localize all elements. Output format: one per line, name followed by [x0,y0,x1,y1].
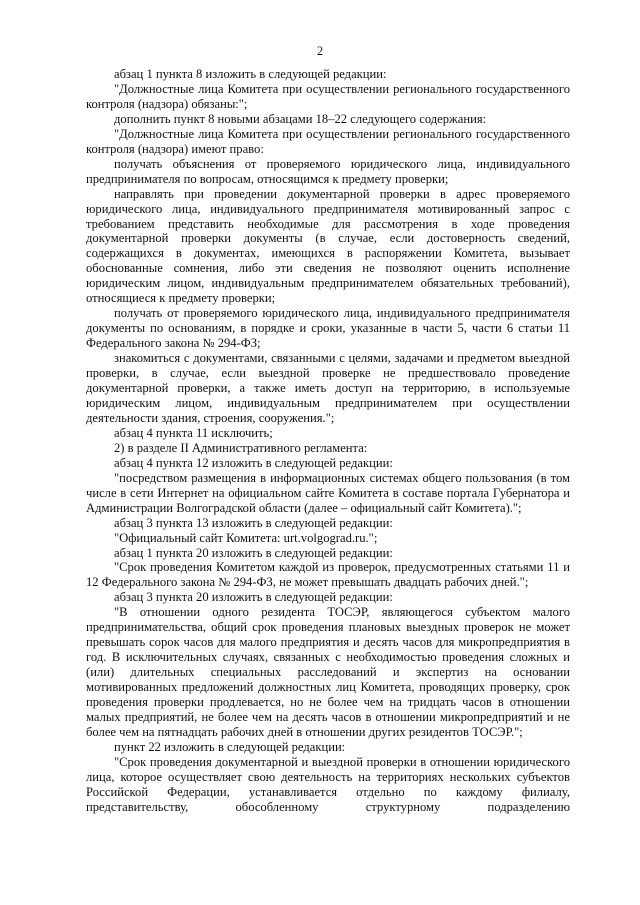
paragraph-14: "Официальный сайт Комитета: urt.volgograd.ru."; [114,530,378,545]
paragraph-11: абзац 4 пункта 12 изложить в следующей редакции: [114,455,393,470]
paragraph-13: абзац 3 пункта 13 изложить в следующей редакции: [114,515,393,530]
paragraph-12: "посредством размещения в информационных системах общего пользования (в том числе в сети Интернет на официальном сайте Комитета в составе портала Губернатора и Администрации Волгоградской области (далее – официальный сайт Комитета)."; [86,470,570,515]
paragraph-19: пункт 22 изложить в следующей редакции: [114,739,346,754]
paragraph-4: "Должностные лица Комитета при осуществлении регионального государственного контроля (надзора) имеют право: [86,126,570,156]
paragraph-17: абзац 3 пункта 20 изложить в следующей редакции: [114,590,393,605]
paragraph-5: получать объяснения от проверяемого юридического лица, индивидуального предпринимателя по вопросам, относящимся к предмету проверки; [86,156,570,186]
paragraph-10: 2) в разделе II Административного регламента: [114,440,368,455]
page-number: 2 [316,44,324,58]
paragraph-20: "Срок проведения документарной и выездной проверки в отношении юридического лица, которое осуществляет свою деятельность на территориях нескольких субъектов Российской Федерации, устанавливается отдельно по каждому филиалу, представительству, обособленному структурному подразделению [86,754,570,814]
paragraph-9: абзац 4 пункта 11 исключить; [114,425,273,440]
paragraph-6: направлять при проведении документарной проверки в адрес проверяемого юридического лица, индивидуального предпринимателя мотивированный запрос с требованием представить необходимые для рассмотрения в ходе проведения документарной проверки документы (в случае, если достоверность сведений, содержащихся в документах, имеющихся в распоряжении Комитета, вызывает обоснованные сомнения, либо эти сведения не позволяют оценить исполнение юридическим лицом, индивидуальным предпринимателем обязательных требований), относящиеся к предмету проверки; [86,186,570,306]
paragraph-16: "Срок проведения Комитетом каждой из проверок, предусмотренных статьями 11 и 12 Федерального закона № 294-ФЗ, не может превышать двадцать рабочих дней."; [86,560,570,590]
paragraph-7: получать от проверяемого юридического лица, индивидуального предпринимателя документы по основаниям, в порядке и сроки, указанные в части 5, части 6 статьи 11 Федерального закона № 294-ФЗ; [86,306,570,351]
paragraph-1: абзац 1 пункта 8 изложить в следующей редакции: [114,67,387,81]
document-body [86,67,570,815]
paragraph-18: "В отношении одного резидента ТОСЭР, являющегося субъектом малого предпринимательства, общий срок проведения плановых выездных проверок не может превышать сорок часов для малого предприятия и десять часов для микропредприятия в год. В исключительных случаях, связанных с необходимостью проведения сложных и (или) длительных специальных расследований и экспертиз на основании мотивированных предложений должностных лиц Комитета, проводящих проверку, срок проведения проверки продлевается, но не более чем на тридцать часов в отношении малых предприятий, не более чем на десять часов в отношении микропредприятий и не более чем на пятнадцать рабочих дней в отношении других резидентов ТОСЭР."; [86,605,570,739]
paragraph-15: абзац 1 пункта 20 изложить в следующей редакции: [114,545,393,560]
paragraph-2: "Должностные лица Комитета при осуществлении регионального государственного контроля (надзора) обязаны:"; [86,81,570,111]
paragraph-3: дополнить пункт 8 новыми абзацами 18–22 следующего содержания: [114,111,487,126]
paragraph-8: знакомиться с документами, связанными с целями, задачами и предметом выездной проверки, в случае, если выездной проверке не предшествовало проведение документарной проверки, а также иметь доступ на территорию, в используемые юридическим лицом, индивидуальным предпринимателем при осуществлении деятельности здания, строения, сооружения."; [86,351,570,425]
